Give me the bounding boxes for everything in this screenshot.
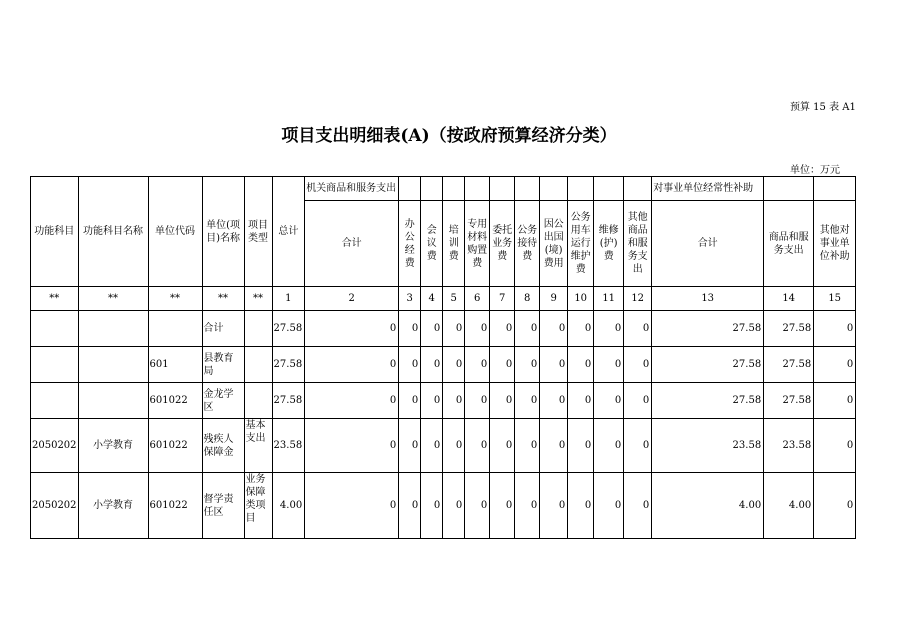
value-cell: 0 bbox=[568, 419, 594, 473]
value-cell: 0 bbox=[421, 473, 443, 539]
value-cell: 0 bbox=[305, 383, 399, 419]
col-unit-code: 单位代码 bbox=[148, 177, 202, 287]
value-cell: 27.58 bbox=[652, 383, 764, 419]
value-cell: 0 bbox=[490, 311, 515, 347]
func-code-cell: 2050202 bbox=[31, 419, 79, 473]
value-cell: 0 bbox=[421, 419, 443, 473]
unit-label: 单位：万元 bbox=[790, 165, 840, 176]
proj-type-cell bbox=[244, 311, 272, 347]
value-cell: 0 bbox=[443, 347, 465, 383]
blank-cell bbox=[764, 177, 814, 201]
value-cell: 0 bbox=[540, 383, 568, 419]
col-func-name: 功能科目名称 bbox=[78, 177, 148, 287]
value-cell: 0 bbox=[465, 473, 490, 539]
value-cell: 0 bbox=[624, 473, 652, 539]
value-cell: 0 bbox=[594, 311, 624, 347]
index-cell: 15 bbox=[814, 287, 856, 311]
page-title: 项目支出明细表(A)（按政府预算经济分类） bbox=[281, 126, 617, 146]
unit-name-cell: 合计 bbox=[202, 311, 244, 347]
value-cell: 0 bbox=[814, 347, 856, 383]
table-row bbox=[31, 473, 856, 539]
value-cell: 0 bbox=[490, 383, 515, 419]
value-cell: 0 bbox=[515, 347, 540, 383]
table-row bbox=[31, 383, 856, 419]
index-cell: ** bbox=[31, 287, 79, 311]
index-cell: 11 bbox=[594, 287, 624, 311]
value-cell: 0 bbox=[305, 311, 399, 347]
proj-type-cell bbox=[244, 347, 272, 383]
func-code-cell bbox=[31, 347, 79, 383]
unit-name-cell: 残疾人保障金 bbox=[202, 419, 244, 473]
value-cell: 23.58 bbox=[764, 419, 814, 473]
value-cell: 0 bbox=[540, 419, 568, 473]
value-cell: 27.58 bbox=[764, 311, 814, 347]
value-cell: 0 bbox=[490, 473, 515, 539]
table-row bbox=[31, 419, 856, 473]
value-cell: 0 bbox=[490, 419, 515, 473]
proj-type-cell: 业务保障类项目 bbox=[244, 473, 272, 539]
index-cell: 1 bbox=[272, 287, 305, 311]
value-cell: 27.58 bbox=[764, 347, 814, 383]
blank-cell bbox=[540, 177, 568, 201]
value-cell: 4.00 bbox=[764, 473, 814, 539]
budget-table bbox=[30, 176, 856, 539]
unit-code-cell: 601022 bbox=[148, 419, 202, 473]
index-cell: ** bbox=[202, 287, 244, 311]
unit-code-cell: 601 bbox=[148, 347, 202, 383]
index-cell: 3 bbox=[399, 287, 421, 311]
col-a-other: 其他商品和服务支出 bbox=[624, 201, 652, 287]
value-cell: 23.58 bbox=[652, 419, 764, 473]
value-cell: 0 bbox=[624, 383, 652, 419]
blank-cell bbox=[594, 177, 624, 201]
value-cell: 0 bbox=[399, 347, 421, 383]
value-cell: 0 bbox=[594, 347, 624, 383]
value-cell: 0 bbox=[594, 383, 624, 419]
table-tag: 预算 15 表 A1 bbox=[790, 102, 856, 113]
index-row bbox=[31, 287, 856, 311]
table-row bbox=[31, 311, 856, 347]
col-a-reception: 公务接待费 bbox=[515, 201, 540, 287]
value-cell: 0 bbox=[814, 311, 856, 347]
blank-cell bbox=[515, 177, 540, 201]
value-cell: 0 bbox=[421, 383, 443, 419]
value-cell: 0 bbox=[814, 473, 856, 539]
value-cell: 0 bbox=[399, 311, 421, 347]
value-cell: 0 bbox=[443, 473, 465, 539]
blank-cell bbox=[814, 177, 856, 201]
func-name-cell bbox=[78, 383, 148, 419]
value-cell: 0 bbox=[305, 473, 399, 539]
col-group-b: 对事业单位经常性补助 bbox=[652, 177, 764, 201]
col-total: 总计 bbox=[272, 177, 305, 287]
value-cell: 0 bbox=[399, 419, 421, 473]
index-cell: ** bbox=[78, 287, 148, 311]
value-cell: 0 bbox=[399, 473, 421, 539]
value-cell: 0 bbox=[305, 347, 399, 383]
blank-cell bbox=[624, 177, 652, 201]
func-name-cell: 小学教育 bbox=[78, 473, 148, 539]
unit-code-cell bbox=[148, 311, 202, 347]
col-a-repair: 维修(护)费 bbox=[594, 201, 624, 287]
value-cell: 0 bbox=[624, 311, 652, 347]
value-cell: 4.00 bbox=[652, 473, 764, 539]
col-a-office: 办公经费 bbox=[399, 201, 421, 287]
col-b-other: 其他对事业单位补助 bbox=[814, 201, 856, 287]
index-cell: 14 bbox=[764, 287, 814, 311]
value-cell: 0 bbox=[399, 383, 421, 419]
proj-type-cell: 基本支出 bbox=[244, 419, 272, 473]
total-cell: 27.58 bbox=[272, 347, 305, 383]
col-func-code: 功能科目 bbox=[31, 177, 79, 287]
value-cell: 0 bbox=[515, 473, 540, 539]
value-cell: 27.58 bbox=[652, 311, 764, 347]
func-code-cell: 2050202 bbox=[31, 473, 79, 539]
unit-name-cell: 金龙学区 bbox=[202, 383, 244, 419]
index-cell: 9 bbox=[540, 287, 568, 311]
col-a-training: 培训费 bbox=[443, 201, 465, 287]
index-cell: 7 bbox=[490, 287, 515, 311]
col-a-total: 合计 bbox=[305, 201, 399, 287]
value-cell: 0 bbox=[624, 347, 652, 383]
index-cell: 2 bbox=[305, 287, 399, 311]
value-cell: 0 bbox=[814, 383, 856, 419]
value-cell: 0 bbox=[540, 311, 568, 347]
index-cell: 8 bbox=[515, 287, 540, 311]
value-cell: 0 bbox=[443, 383, 465, 419]
table-row bbox=[31, 347, 856, 383]
value-cell: 0 bbox=[814, 419, 856, 473]
index-cell: 13 bbox=[652, 287, 764, 311]
header-row-group bbox=[31, 177, 856, 201]
col-b-goods: 商品和服务支出 bbox=[764, 201, 814, 287]
func-code-cell bbox=[31, 383, 79, 419]
total-cell: 27.58 bbox=[272, 383, 305, 419]
col-a-material: 专用材料购置费 bbox=[465, 201, 490, 287]
unit-code-cell: 601022 bbox=[148, 383, 202, 419]
value-cell: 0 bbox=[594, 419, 624, 473]
col-proj-type: 项目类型 bbox=[244, 177, 272, 287]
value-cell: 0 bbox=[443, 419, 465, 473]
value-cell: 0 bbox=[515, 383, 540, 419]
value-cell: 0 bbox=[465, 311, 490, 347]
func-name-cell bbox=[78, 347, 148, 383]
index-cell: 5 bbox=[443, 287, 465, 311]
value-cell: 0 bbox=[421, 347, 443, 383]
func-name-cell bbox=[78, 311, 148, 347]
unit-code-cell: 601022 bbox=[148, 473, 202, 539]
value-cell: 0 bbox=[568, 473, 594, 539]
blank-cell bbox=[568, 177, 594, 201]
value-cell: 0 bbox=[490, 347, 515, 383]
value-cell: 0 bbox=[515, 419, 540, 473]
value-cell: 0 bbox=[568, 311, 594, 347]
total-cell: 27.58 bbox=[272, 311, 305, 347]
value-cell: 0 bbox=[465, 383, 490, 419]
col-a-meeting: 会议费 bbox=[421, 201, 443, 287]
data-rows bbox=[31, 311, 856, 539]
value-cell: 0 bbox=[515, 311, 540, 347]
total-cell: 23.58 bbox=[272, 419, 305, 473]
blank-cell bbox=[399, 177, 421, 201]
value-cell: 0 bbox=[594, 473, 624, 539]
value-cell: 0 bbox=[443, 311, 465, 347]
value-cell: 0 bbox=[421, 311, 443, 347]
value-cell: 0 bbox=[465, 347, 490, 383]
index-cell: 10 bbox=[568, 287, 594, 311]
col-group-a: 机关商品和服务支出 bbox=[305, 177, 399, 201]
blank-cell bbox=[421, 177, 443, 201]
value-cell: 0 bbox=[624, 419, 652, 473]
value-cell: 0 bbox=[568, 383, 594, 419]
col-unit-name: 单位(项目)名称 bbox=[202, 177, 244, 287]
blank-cell bbox=[490, 177, 515, 201]
col-a-commission: 委托业务费 bbox=[490, 201, 515, 287]
value-cell: 27.58 bbox=[652, 347, 764, 383]
index-cell: 6 bbox=[465, 287, 490, 311]
col-b-total: 合计 bbox=[652, 201, 764, 287]
index-cell: ** bbox=[244, 287, 272, 311]
value-cell: 0 bbox=[540, 473, 568, 539]
col-a-vehicle: 公务用车运行维护费 bbox=[568, 201, 594, 287]
func-code-cell bbox=[31, 311, 79, 347]
unit-name-cell: 县教育局 bbox=[202, 347, 244, 383]
blank-cell bbox=[443, 177, 465, 201]
index-cell: 4 bbox=[421, 287, 443, 311]
value-cell: 0 bbox=[540, 347, 568, 383]
index-cell: ** bbox=[148, 287, 202, 311]
col-a-abroad: 因公出国(境)费用 bbox=[540, 201, 568, 287]
value-cell: 27.58 bbox=[764, 383, 814, 419]
blank-cell bbox=[465, 177, 490, 201]
value-cell: 0 bbox=[305, 419, 399, 473]
value-cell: 0 bbox=[465, 419, 490, 473]
unit-name-cell: 督学责任区 bbox=[202, 473, 244, 539]
value-cell: 0 bbox=[568, 347, 594, 383]
total-cell: 4.00 bbox=[272, 473, 305, 539]
proj-type-cell bbox=[244, 383, 272, 419]
func-name-cell: 小学教育 bbox=[78, 419, 148, 473]
index-cell: 12 bbox=[624, 287, 652, 311]
